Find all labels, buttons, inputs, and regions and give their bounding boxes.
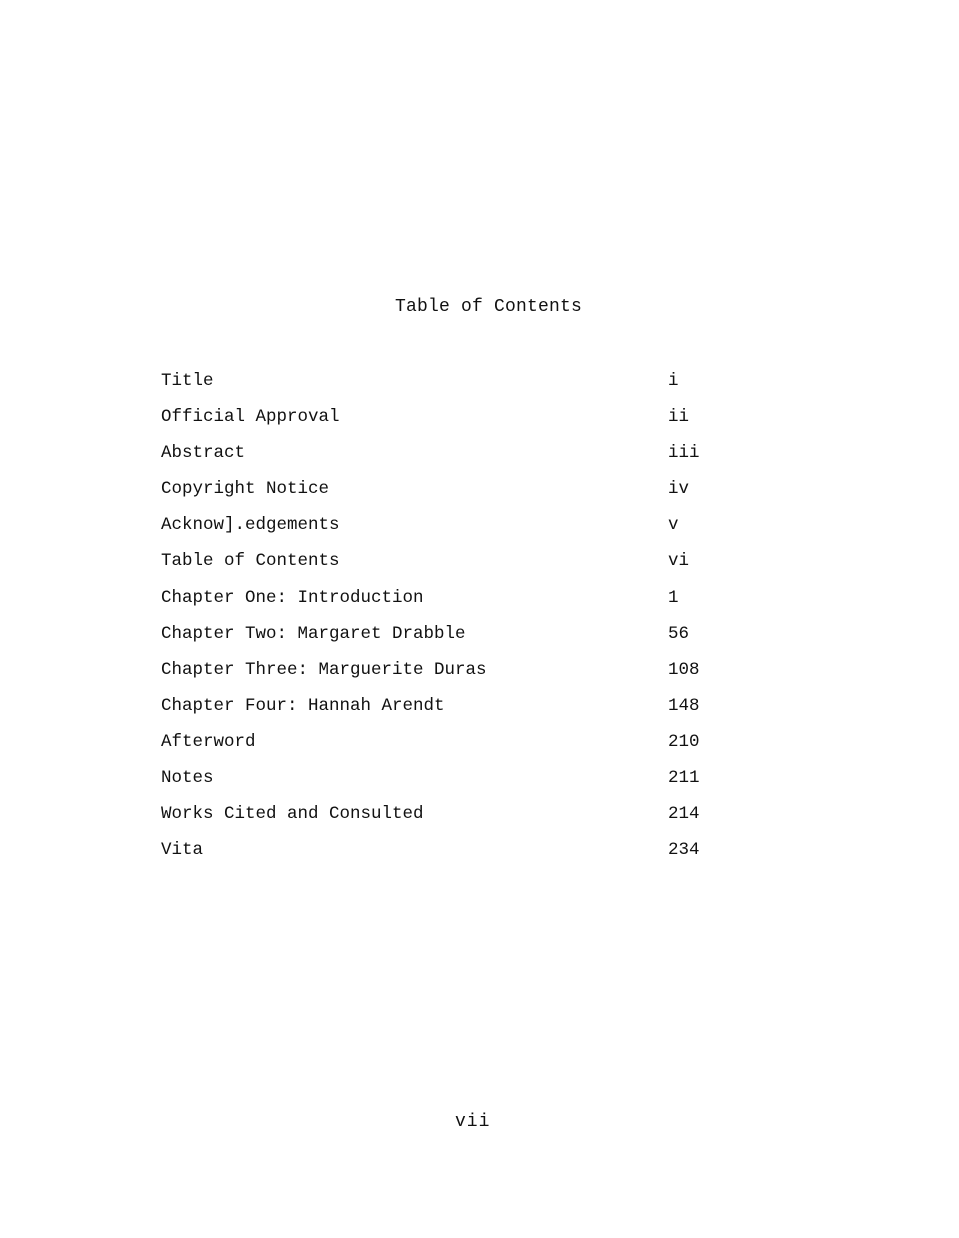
toc-entry-page: ii bbox=[668, 407, 690, 428]
toc-entry-page: 56 bbox=[668, 623, 690, 644]
toc-entry-title: Afterword bbox=[161, 731, 256, 752]
toc-entry-title: Table of Contents bbox=[161, 551, 340, 572]
toc-row bbox=[161, 369, 721, 405]
toc-entry-page: v bbox=[668, 515, 679, 536]
toc-row bbox=[161, 766, 721, 802]
page-number: vii bbox=[455, 1112, 491, 1132]
toc-entry-page: 1 bbox=[668, 587, 679, 608]
toc-entry-title: Works Cited and Consulted bbox=[161, 804, 424, 825]
toc-entry-title: Chapter Two: Margaret Drabble bbox=[161, 623, 466, 644]
toc-row bbox=[161, 658, 721, 694]
toc-entry-title: Notes bbox=[161, 768, 214, 789]
toc-entry-page: 211 bbox=[668, 768, 700, 789]
toc-entry-page: i bbox=[668, 371, 679, 391]
toc-entry-title: Official Approval bbox=[161, 407, 340, 428]
toc-row bbox=[161, 802, 721, 838]
toc-entry-title: Abstract bbox=[161, 443, 246, 464]
toc-entry-title: Title bbox=[161, 371, 214, 391]
toc-row bbox=[161, 622, 721, 658]
toc-row bbox=[161, 694, 721, 730]
toc-row bbox=[161, 441, 721, 477]
toc-entry-page: vi bbox=[668, 551, 690, 572]
toc-entry-page: 148 bbox=[668, 695, 700, 716]
toc-entry-title: Chapter Three: Marguerite Duras bbox=[161, 659, 487, 680]
toc-list bbox=[161, 369, 721, 874]
toc-row bbox=[161, 549, 721, 585]
toc-row bbox=[161, 477, 721, 513]
toc-row bbox=[161, 513, 721, 549]
toc-entry-page: iii bbox=[668, 443, 700, 464]
toc-entry-title: Chapter One: Introduction bbox=[161, 587, 424, 608]
toc-row bbox=[161, 838, 721, 874]
toc-entry-title: Vita bbox=[161, 840, 204, 861]
toc-entry-page: 210 bbox=[668, 731, 700, 752]
toc-entry-page: iv bbox=[668, 479, 690, 500]
toc-entry-page: 234 bbox=[668, 840, 700, 861]
toc-entry-title: Chapter Four: Hannah Arendt bbox=[161, 695, 445, 716]
toc-entry-page: 214 bbox=[668, 804, 700, 825]
toc-row bbox=[161, 730, 721, 766]
toc-row bbox=[161, 405, 721, 441]
toc-entry-title: Acknow].edgements bbox=[161, 515, 340, 536]
page-title: Table of Contents bbox=[394, 297, 583, 317]
toc-entry-title: Copyright Notice bbox=[161, 479, 330, 500]
toc-entry-page: 108 bbox=[668, 659, 700, 680]
toc-row bbox=[161, 586, 721, 622]
